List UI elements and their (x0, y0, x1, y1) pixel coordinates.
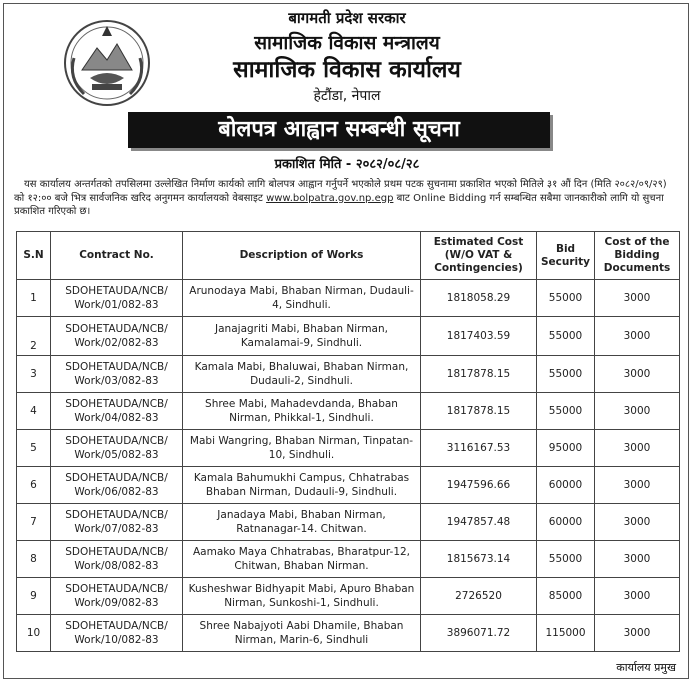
cell-estimated-cost: 1817878.15 (421, 393, 537, 430)
cell-doc-cost: 3000 (595, 615, 680, 652)
cell-doc-cost: 3000 (595, 356, 680, 393)
table-row (17, 356, 680, 393)
cell-bid-security: 55000 (537, 356, 595, 393)
header-doc-cost: Cost of the Bidding Documents (595, 232, 680, 280)
table-row (17, 504, 680, 541)
cell-sn: 8 (17, 541, 51, 578)
header-contract-no: Contract No. (51, 232, 183, 280)
cell-description: Shree Mabi, Mahadevdanda, Bhaban Nirman, Phikkal-1, Sindhuli. (183, 393, 421, 430)
cell-bid-security: 55000 (537, 280, 595, 317)
cell-bid-security: 60000 (537, 467, 595, 504)
ministry-name: सामाजिक विकास मन्त्रालय (254, 32, 440, 54)
cell-estimated-cost: 2726520 (421, 578, 537, 615)
table-row (17, 280, 680, 317)
cell-sn: 2 (17, 317, 51, 356)
cell-contract-no: SDOHETAUDA/NCB/ Work/02/082-83 (51, 317, 183, 356)
government-name: बागमती प्रदेश सरकार (288, 9, 406, 27)
cell-sn: 9 (17, 578, 51, 615)
cell-description: Shree Nabajyoti Aabi Dhamile, Bhaban Nirman, Marin-6, Sindhuli (183, 615, 421, 652)
cell-description: Kamala Mabi, Bhaluwai, Bhaban Nirman, Dudauli-2, Sindhuli. (183, 356, 421, 393)
cell-contract-no: SDOHETAUDA/NCB/ Work/10/082-83 (51, 615, 183, 652)
cell-bid-security: 95000 (537, 430, 595, 467)
table-row (17, 615, 680, 652)
cell-sn: 5 (17, 430, 51, 467)
cell-doc-cost: 3000 (595, 578, 680, 615)
cell-sn: 7 (17, 504, 51, 541)
cell-doc-cost: 3000 (595, 317, 680, 356)
cell-sn: 10 (17, 615, 51, 652)
cell-estimated-cost: 1947596.66 (421, 467, 537, 504)
cell-estimated-cost: 1818058.29 (421, 280, 537, 317)
office-chief-label: कार्यालय प्रमुख (616, 661, 676, 674)
notice-title-banner: बोलपत्र आह्वान सम्बन्धी सूचना (128, 112, 550, 148)
cell-estimated-cost: 1817878.15 (421, 356, 537, 393)
cell-description: Mabi Wangring, Bhaban Nirman, Tinpatan-10, Sindhuli. (183, 430, 421, 467)
header-bid-security: Bid Security (537, 232, 595, 280)
bolpatra-link[interactable]: www.bolpatra.gov.np.egp (266, 192, 394, 204)
header-estimated-cost: Estimated Cost (W/O VAT & Contingencies) (421, 232, 537, 280)
cell-estimated-cost: 1947857.48 (421, 504, 537, 541)
cell-sn: 4 (17, 393, 51, 430)
cell-description: Kusheshwar Bidhyapit Mabi, Apuro Bhaban Nirman, Sunkoshi-1, Sindhuli. (183, 578, 421, 615)
intro-text-after: बाट Online Bidding गर्न सम्बन्धित सबैमा जानकारीको लागि यो सुचना प्रकाशित गरिएको छ। (14, 192, 664, 217)
cell-contract-no: SDOHETAUDA/NCB/ Work/06/082-83 (51, 467, 183, 504)
cell-contract-no: SDOHETAUDA/NCB/ Work/07/082-83 (51, 504, 183, 541)
table-row (17, 393, 680, 430)
table-row (17, 317, 680, 356)
header-sn: S.N (17, 232, 51, 280)
cell-bid-security: 55000 (537, 541, 595, 578)
cell-sn: 6 (17, 467, 51, 504)
cell-bid-security: 55000 (537, 393, 595, 430)
office-location: हेटौंडा, नेपाल (313, 88, 381, 104)
cell-sn: 3 (17, 356, 51, 393)
cell-doc-cost: 3000 (595, 430, 680, 467)
table-row (17, 430, 680, 467)
cell-doc-cost: 3000 (595, 393, 680, 430)
cell-doc-cost: 3000 (595, 467, 680, 504)
cell-description: Janajagriti Mabi, Bhaban Nirman, Kamalamai-9, Sindhuli. (183, 317, 421, 356)
cell-contract-no: SDOHETAUDA/NCB/ Work/08/082-83 (51, 541, 183, 578)
cell-description: Aamako Maya Chhatrabas, Bharatpur-12, Chitwan, Bhaban Nirman. (183, 541, 421, 578)
cell-estimated-cost: 1815673.14 (421, 541, 537, 578)
cell-doc-cost: 3000 (595, 541, 680, 578)
office-name: सामाजिक विकास कार्यालय (233, 57, 461, 83)
publish-date: प्रकाशित मिति - २०८२/०८/२८ (274, 157, 420, 172)
intro-text-before: यस कार्यालय अन्तर्गतको तपसिलमा उल्लेखित निर्माण कार्यको लागि बोलपत्र आह्वान गर्नुपर्ने भएकोले प्रथम पटक सुचनामा प्रकाशित भएको मितिले ३१ औं दिन (मिति २०८२/०९/२९) को १२:०० बजे भित्र सार्वजनिक खरिद अनुगमन कार्यालयको वेबसाइट (14, 179, 667, 204)
cell-contract-no: SDOHETAUDA/NCB/ Work/01/082-83 (51, 280, 183, 317)
cell-description: Janadaya Mabi, Bhaban Nirman, Ratnanagar-14. Chitwan. (183, 504, 421, 541)
cell-doc-cost: 3000 (595, 280, 680, 317)
header-description: Description of Works (183, 232, 421, 280)
cell-description: Arunodaya Mabi, Bhaban Nirman, Dudauli-4, Sindhuli. (183, 280, 421, 317)
cell-estimated-cost: 1817403.59 (421, 317, 537, 356)
table-header-row (17, 232, 680, 280)
cell-contract-no: SDOHETAUDA/NCB/ Work/05/082-83 (51, 430, 183, 467)
cell-bid-security: 85000 (537, 578, 595, 615)
cell-description: Kamala Bahumukhi Campus, Chhatrabas Bhaban Nirman, Dudauli-9, Sindhuli. (183, 467, 421, 504)
cell-bid-security: 60000 (537, 504, 595, 541)
cell-contract-no: SDOHETAUDA/NCB/ Work/03/082-83 (51, 356, 183, 393)
cell-sn: 1 (17, 280, 51, 317)
table-row (17, 578, 680, 615)
cell-estimated-cost: 3116167.53 (421, 430, 537, 467)
cell-contract-no: SDOHETAUDA/NCB/ Work/04/082-83 (51, 393, 183, 430)
cell-contract-no: SDOHETAUDA/NCB/ Work/09/082-83 (51, 578, 183, 615)
cell-bid-security: 115000 (537, 615, 595, 652)
table-row (17, 467, 680, 504)
intro-paragraph (14, 178, 680, 219)
cell-bid-security: 55000 (537, 317, 595, 356)
cell-doc-cost: 3000 (595, 504, 680, 541)
table-row (17, 541, 680, 578)
cell-estimated-cost: 3896071.72 (421, 615, 537, 652)
contracts-table (16, 231, 680, 652)
